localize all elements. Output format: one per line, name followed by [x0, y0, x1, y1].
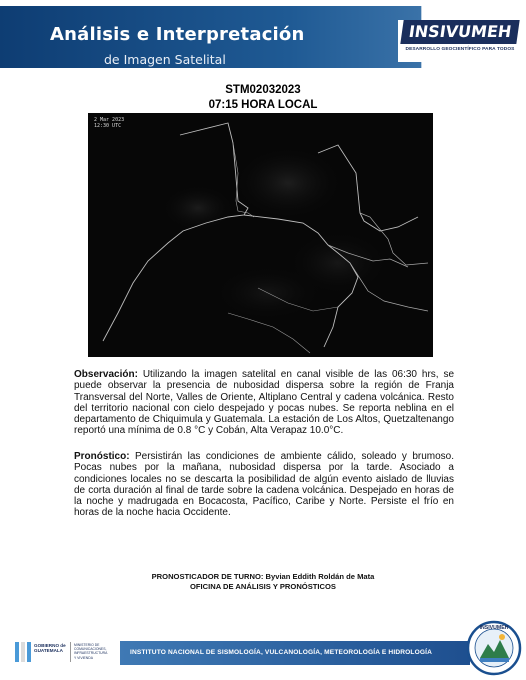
forecast-paragraph — [74, 451, 454, 519]
report-time: 07:15 HORA LOCAL — [208, 99, 318, 111]
document-title: Análisis e Interpretación — [50, 24, 305, 45]
satellite-image — [88, 113, 433, 357]
institute-name: INSTITUTO NACIONAL DE SISMOLOGÍA, VULCANOLOGÍA, METEOROLOGÍA E HIDROLOGÍA — [130, 649, 433, 656]
header-banner — [0, 6, 526, 68]
report-code: STM02032023 — [225, 84, 301, 96]
logo-name: INSIVUMEH — [400, 20, 519, 44]
forecaster-signature: PRONOSTICADOR DE TURNO: Byvian Eddith Roldán de Mata — [151, 572, 375, 581]
forecast-text: Persistirán las condiciones de ambiente cálido, soleado y brumoso. Pocas nubes por la mañana, nubosidad dispersa por la tarde. Asociado a condiciones locales no se descarta la posibilidad de algún evento aislado de lluvias de corta duración al final de tarde sobre la cadena volcánica. Despejado en horas de la noche y madrugada en Bocacosta, Pacífico, Caribe y Norte. Persiste el frío en horas de la noche hacia Occidente. — [74, 451, 454, 519]
document-subtitle: de Imagen Satelital — [104, 52, 226, 67]
insivumeh-seal-icon — [466, 620, 522, 676]
observation-text: Utilizando la imagen satelital en canal visible de las 06:30 hrs, se puede observar la presencia de nubosidad dispersa sobre la región de Franja Transversal del Norte, Valles de Oriente, Altiplano Central y cadena volcánica. Resto del territorio nacional con cielo despejado y pocas nubes. Se reporta neblina en el departamento de Chiquimula y Guatemala. La estación de Los Altos, Quetzaltenango reportó una mínima de 0.8 °C y Cobán, Alta Verapaz 10.0°C. — [74, 369, 454, 437]
observation-lead: Observación: — [74, 369, 138, 380]
seal-name: INSIVUMEH — [479, 625, 509, 631]
logo-tagline: DESARROLLO GEOCIENTÍFICO PARA TODOS — [405, 47, 515, 52]
forecast-lead: Pronóstico: — [74, 451, 130, 462]
satellite-time-label: 12:30 UTC — [94, 123, 122, 129]
ministry-name: MINISTERIO DE COMUNICACIONES, INFRAESTRUCTURA Y VIVIENDA — [74, 643, 108, 660]
office-name: OFICINA DE ANÁLISIS Y PRONÓSTICOS — [190, 582, 336, 591]
government-name: GOBIERNO de GUATEMALA — [34, 643, 66, 654]
footer-divider — [70, 642, 71, 662]
footer-band — [120, 641, 470, 665]
satellite-map-borders — [88, 113, 433, 357]
satellite-date-label: 2 Mar 2023 — [94, 117, 125, 123]
observation-paragraph — [74, 369, 454, 437]
government-logo — [14, 640, 116, 664]
guatemala-flag-icon — [14, 640, 32, 664]
insivumeh-logo — [398, 20, 520, 62]
